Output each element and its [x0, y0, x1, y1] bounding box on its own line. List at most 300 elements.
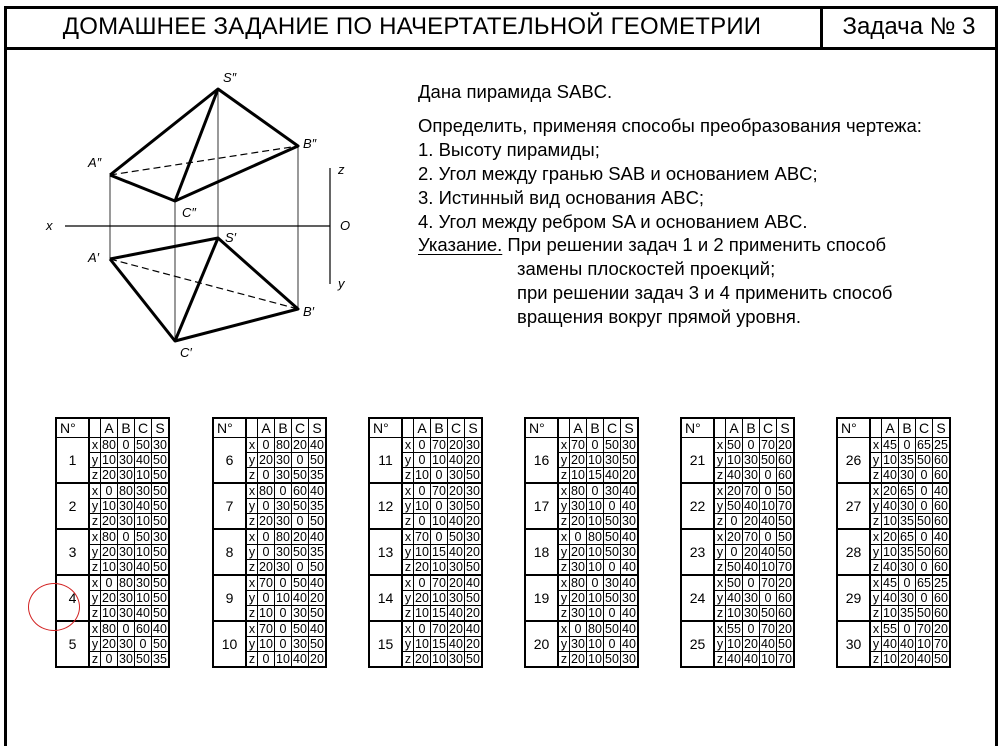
coordinate-cell: 50 [605, 438, 619, 452]
coordinate-cell: 30 [449, 652, 463, 666]
coordinate-cell: 65 [917, 438, 931, 452]
coordinate-cell: 40 [744, 652, 758, 666]
coordinate-cell: 10 [102, 560, 116, 574]
table-header-col: C [448, 418, 465, 438]
coordinate-cell: 40 [309, 483, 327, 499]
coordinate-cell: 40 [883, 591, 897, 605]
axis-label: z [402, 468, 414, 484]
coordinate-cell: 0 [604, 637, 621, 652]
coordinate-cell: 10 [883, 514, 897, 528]
label-s2: S″ [223, 70, 237, 85]
table-row [213, 575, 326, 591]
coordinate-cell: 30 [744, 591, 758, 605]
coordinate-cell: 10 [588, 453, 602, 467]
coordinate-cell: 0 [292, 453, 309, 468]
table-header-col: S [777, 418, 795, 438]
coordinate-cell: 20 [571, 453, 585, 467]
axis-label: z [558, 606, 570, 622]
table-header-col: A [882, 418, 899, 438]
axis-label: x [89, 483, 101, 499]
axis-label: z [714, 652, 726, 668]
coordinate-cell: 35 [309, 468, 327, 484]
task-statement [418, 80, 922, 234]
axis-label: x [246, 529, 258, 545]
variant-number: 11 [369, 438, 402, 484]
axis-label: z [246, 606, 258, 622]
coordinate-cell: 30 [605, 576, 619, 590]
table-header-axis [558, 418, 570, 438]
variant-number: 20 [525, 621, 558, 667]
coordinate-cell: 40 [883, 499, 897, 513]
coordinate-cell: 0 [135, 637, 152, 652]
coordinate-cell: 40 [900, 637, 914, 651]
coordinate-cell: 40 [136, 499, 150, 513]
coordinate-cell: 40 [744, 499, 758, 513]
coordinate-cell: 30 [119, 514, 133, 528]
coordinate-cell: 0 [743, 575, 760, 591]
coordinate-cell: 0 [604, 499, 621, 514]
coordinate-cell: 30 [744, 468, 758, 482]
coordinate-cell: 50 [449, 530, 463, 544]
coordinate-cell: 20 [449, 576, 463, 590]
coordinate-cell: 50 [136, 530, 150, 544]
coordinate-cell: 20 [571, 545, 585, 559]
coordinate-cell: 20 [883, 530, 897, 544]
statement-item-4: 4. Угол между ребром SA и основанием ABC. [418, 211, 808, 232]
coordinate-cell: 25 [933, 438, 951, 453]
coordinate-cell: 30 [449, 468, 463, 482]
coordinate-cell: 0 [414, 575, 431, 591]
coordinate-cell: 0 [760, 591, 777, 606]
coordinate-cell: 70 [432, 622, 446, 636]
coordinate-cell: 30 [621, 545, 639, 560]
coordinate-cell: 0 [916, 468, 933, 484]
coordinate-cell: 70 [259, 622, 273, 636]
coordinate-cell: 20 [744, 637, 758, 651]
coordinate-cell: 20 [571, 652, 585, 666]
sheet-title: ДОМАШНЕЕ ЗАДАНИЕ ПО НАЧЕРТАТЕЛЬНОЙ ГЕОМЕТРИИ [62, 12, 762, 40]
axis-label: x [870, 483, 882, 499]
coordinate-cell: 0 [726, 514, 743, 530]
coordinate-cell: 80 [588, 530, 602, 544]
coordinate-cell: 60 [933, 514, 951, 530]
coordinate-cell: 0 [414, 438, 431, 453]
coordinate-cell: 30 [119, 637, 133, 651]
axis-label: x [870, 575, 882, 591]
coordinate-cell: 20 [571, 514, 585, 528]
coordinate-cell: 0 [118, 438, 135, 453]
coordinate-cell: 20 [465, 637, 483, 652]
coordinate-cell: 20 [102, 591, 116, 605]
table-header-num: N° [213, 418, 246, 438]
coordinate-cell: 50 [727, 576, 741, 590]
coordinate-cell: 60 [933, 545, 951, 560]
axis-label: x [246, 575, 258, 591]
coordinate-cell: 40 [309, 621, 327, 637]
coordinate-cell: 30 [119, 545, 133, 559]
label-z: z [338, 162, 345, 177]
coordinate-cell: 25 [933, 575, 951, 591]
coordinate-cell: 70 [777, 652, 795, 668]
axis-label: z [870, 606, 882, 622]
coordinate-cell: 10 [415, 637, 429, 651]
table-row [681, 438, 794, 453]
variant-number: 17 [525, 483, 558, 529]
coordinate-cell: 60 [933, 499, 951, 514]
coordinate-cell: 30 [621, 438, 639, 453]
table-row [681, 575, 794, 591]
axis-label: y [870, 591, 882, 606]
coordinate-cell: 40 [136, 606, 150, 620]
table-header-col: C [760, 418, 777, 438]
coordinate-cell: 0 [899, 438, 916, 453]
axis-label: z [870, 514, 882, 530]
axis-label: x [558, 529, 570, 545]
table-header-col: A [726, 418, 743, 438]
variant-number: 19 [525, 575, 558, 621]
coordinate-cell: 20 [621, 468, 639, 484]
coordinate-cell: 40 [309, 438, 327, 453]
coordinate-cell: 50 [309, 453, 327, 468]
coordinate-cell: 50 [605, 591, 619, 605]
coordinate-cell: 10 [588, 499, 602, 513]
coordinate-cell: 0 [414, 453, 431, 468]
axis-label: z [402, 652, 414, 668]
coordinate-cell: 50 [465, 468, 483, 484]
coordinate-cell: 40 [761, 637, 775, 651]
coordinate-cell: 30 [900, 560, 914, 574]
coordinate-cell: 70 [415, 530, 429, 544]
coordinate-cell: 0 [275, 483, 292, 499]
coordinate-cell: 70 [432, 438, 446, 452]
coordinate-cell: 40 [136, 453, 150, 467]
table-header-col: B [275, 418, 292, 438]
coordinate-cell: 0 [118, 529, 135, 545]
coordinate-cell: 40 [761, 545, 775, 559]
coordinate-cell: 0 [258, 438, 275, 453]
coordinate-cell: 30 [276, 453, 290, 467]
coordinate-cell: 10 [432, 591, 446, 605]
coordinate-cell: 30 [744, 453, 758, 467]
coordinate-cell: 30 [465, 529, 483, 545]
coordinate-cell: 50 [309, 514, 327, 530]
coordinate-cell: 40 [621, 560, 639, 576]
variant-number: 26 [837, 438, 870, 484]
coordinate-cell: 0 [292, 514, 309, 530]
table-header-col: S [465, 418, 483, 438]
coordinate-cell: 60 [933, 591, 951, 606]
coordinate-cell: 10 [727, 453, 741, 467]
coordinate-cell: 50 [621, 453, 639, 468]
coordinate-cell: 50 [152, 545, 170, 560]
axis-label: x [714, 575, 726, 591]
coordinate-cell: 40 [761, 514, 775, 528]
axis-label: y [714, 499, 726, 514]
variant-table [368, 417, 483, 668]
coordinate-cell: 30 [136, 484, 150, 498]
variant-number: 1 [56, 438, 89, 484]
coordinate-cell: 70 [571, 438, 585, 452]
variant-number: 3 [56, 529, 89, 575]
axis-label: x [89, 575, 101, 591]
coordinate-cell: 40 [727, 652, 741, 666]
coordinate-cell: 30 [119, 591, 133, 605]
coordinate-cell: 15 [432, 606, 446, 620]
coordinate-cell: 70 [933, 637, 951, 652]
coordinate-cell: 30 [449, 499, 463, 513]
axis-label: y [870, 499, 882, 514]
variant-number: 2 [56, 483, 89, 529]
coordinate-cell: 50 [465, 499, 483, 514]
coordinate-cell: 30 [119, 468, 133, 482]
coordinate-cell: 50 [465, 560, 483, 576]
table-row [681, 621, 794, 637]
coordinate-cell: 40 [621, 499, 639, 514]
red-annotation-circle [28, 583, 80, 631]
coordinate-cell: 30 [465, 483, 483, 499]
coordinate-cell: 30 [744, 606, 758, 620]
coordinate-cell: 10 [588, 591, 602, 605]
coordinate-cell: 35 [309, 545, 327, 560]
coordinate-cell: 50 [777, 529, 795, 545]
coordinate-cell: 40 [293, 591, 307, 605]
axis-label: x [402, 621, 414, 637]
coordinate-cell: 45 [883, 438, 897, 452]
axis-label: z [89, 652, 101, 668]
axis-label: x [870, 621, 882, 637]
coordinate-cell: 50 [293, 622, 307, 636]
coordinate-cell: 50 [293, 468, 307, 482]
axis-label: y [558, 545, 570, 560]
table-row [369, 483, 482, 499]
label-b1: B′ [303, 304, 315, 319]
coordinate-cell: 60 [136, 622, 150, 636]
table-row [369, 621, 482, 637]
table-header-col: B [431, 418, 448, 438]
axis-label: y [558, 591, 570, 606]
coordinate-cell: 20 [102, 514, 116, 528]
hint-line-4: вращения вокруг прямой уровня. [517, 306, 802, 327]
axis-label: x [714, 621, 726, 637]
table-row [369, 438, 482, 453]
table-row [56, 483, 169, 499]
hint-line-1: При решении задач 1 и 2 применить способ [502, 234, 887, 255]
variant-table [524, 417, 639, 668]
coordinate-cell: 0 [258, 652, 275, 668]
coordinate-cell: 30 [276, 545, 290, 559]
coordinate-cell: 0 [258, 468, 275, 484]
table-row [213, 483, 326, 499]
axis-label: x [89, 438, 101, 453]
coordinate-cell: 50 [777, 637, 795, 652]
coordinate-cell: 50 [309, 606, 327, 622]
axis-label: x [402, 575, 414, 591]
coordinate-cell: 30 [449, 560, 463, 574]
variant-number: 15 [369, 621, 402, 667]
coordinate-cell: 30 [276, 560, 290, 574]
coordinate-cell: 40 [621, 621, 639, 637]
coordinate-cell: 10 [102, 499, 116, 513]
coordinate-cell: 20 [900, 652, 914, 666]
coordinate-cell: 20 [449, 438, 463, 452]
coordinate-cell: 60 [777, 453, 795, 468]
coordinate-cell: 80 [259, 484, 273, 498]
variant-table [836, 417, 951, 668]
coordinate-cell: 0 [570, 529, 587, 545]
table-row [681, 483, 794, 499]
coordinate-cell: 40 [136, 560, 150, 574]
axis-label: y [402, 499, 414, 514]
coordinate-cell: 10 [588, 560, 602, 574]
coordinate-cell: 40 [621, 606, 639, 622]
coordinate-cell: 80 [119, 576, 133, 590]
coordinate-cell: 50 [152, 453, 170, 468]
task-number: Задача № 3 [820, 6, 995, 47]
table-row [369, 529, 482, 545]
coordinate-cell: 10 [259, 606, 273, 620]
coordinate-cell: 0 [275, 621, 292, 637]
coordinate-cell: 0 [916, 483, 933, 499]
coordinate-cell: 10 [415, 545, 429, 559]
coordinate-cell: 20 [259, 453, 273, 467]
coordinate-cell: 10 [727, 637, 741, 651]
label-c1: C′ [180, 345, 192, 360]
axis-label: z [89, 514, 101, 530]
table-header-col: A [258, 418, 275, 438]
coordinate-cell: 0 [275, 637, 292, 652]
table-header-col: C [292, 418, 309, 438]
coordinate-cell: 20 [465, 545, 483, 560]
table-header-axis [870, 418, 882, 438]
axis-label: x [714, 529, 726, 545]
table-row [213, 438, 326, 453]
coordinate-cell: 10 [761, 652, 775, 666]
table-header-col: S [309, 418, 327, 438]
coordinate-cell: 80 [102, 530, 116, 544]
coordinate-cell: 20 [259, 560, 273, 574]
axis-label: z [402, 514, 414, 530]
coordinate-cell: 30 [152, 438, 170, 453]
axis-label: x [402, 483, 414, 499]
coordinate-cell: 30 [276, 514, 290, 528]
table-header-col: C [135, 418, 152, 438]
variant-number: 24 [681, 575, 714, 621]
coordinate-cell: 50 [917, 606, 931, 620]
coordinate-cell: 20 [449, 484, 463, 498]
coordinate-cell: 40 [449, 514, 463, 528]
axis-label: z [714, 514, 726, 530]
coordinate-cell: 40 [293, 652, 307, 666]
variant-number: 12 [369, 483, 402, 529]
table-header-axis [246, 418, 258, 438]
coordinate-cell: 40 [621, 483, 639, 499]
coordinate-cell: 0 [587, 483, 604, 499]
coordinate-cell: 30 [276, 499, 290, 513]
variant-number: 4 [56, 575, 89, 621]
coordinate-cell: 80 [276, 530, 290, 544]
label-a1: A′ [88, 250, 100, 265]
coordinate-cell: 80 [102, 438, 116, 452]
axis-label: y [714, 637, 726, 652]
coordinate-cell: 50 [917, 514, 931, 528]
axis-label: z [246, 468, 258, 484]
coordinate-cell: 20 [102, 637, 116, 651]
coordinate-cell: 50 [465, 591, 483, 606]
coordinate-cell: 10 [432, 453, 446, 467]
axis-label: y [402, 637, 414, 652]
coordinate-cell: 0 [916, 529, 933, 545]
coordinate-cell: 50 [293, 545, 307, 559]
coordinate-cell: 0 [743, 621, 760, 637]
coordinate-cell: 0 [760, 468, 777, 484]
table-header-col: B [899, 418, 916, 438]
coordinate-cell: 40 [449, 606, 463, 620]
coordinate-cell: 10 [136, 591, 150, 605]
label-c2: C″ [182, 205, 196, 220]
coordinate-cell: 0 [570, 621, 587, 637]
coordinate-cell: 60 [933, 560, 951, 576]
variant-number: 16 [525, 438, 558, 484]
coordinate-cell: 0 [431, 529, 448, 545]
axis-label: y [89, 499, 101, 514]
coordinate-cell: 20 [465, 606, 483, 622]
coordinate-cell: 40 [309, 575, 327, 591]
coordinate-cell: 70 [777, 560, 795, 576]
coordinate-cell: 80 [276, 438, 290, 452]
coordinate-cell: 50 [605, 545, 619, 559]
coordinate-cell: 40 [465, 621, 483, 637]
variant-number: 23 [681, 529, 714, 575]
coordinate-cell: 10 [136, 545, 150, 559]
coordinate-cell: 35 [900, 606, 914, 620]
coordinate-cell: 10 [588, 514, 602, 528]
coordinate-cell: 70 [744, 530, 758, 544]
axis-label: z [246, 560, 258, 576]
axis-label: z [870, 560, 882, 576]
coordinate-cell: 0 [604, 560, 621, 576]
coordinate-cell: 50 [761, 606, 775, 620]
coordinate-cell: 50 [727, 560, 741, 574]
axis-label: x [714, 438, 726, 453]
coordinate-cell: 0 [258, 545, 275, 560]
coordinate-cell: 10 [727, 606, 741, 620]
coordinate-cell: 70 [432, 484, 446, 498]
coordinate-cell: 0 [101, 483, 118, 499]
coordinate-cell: 20 [309, 591, 327, 606]
coordinate-cell: 0 [899, 575, 916, 591]
table-header-col: A [101, 418, 118, 438]
coordinate-cell: 30 [293, 606, 307, 620]
variant-table [55, 417, 170, 668]
label-x: x [46, 218, 53, 233]
table-row [837, 438, 950, 453]
coordinate-cell: 35 [900, 453, 914, 467]
coordinate-cell: 50 [152, 637, 170, 652]
coordinate-cell: 50 [152, 575, 170, 591]
coordinate-cell: 65 [900, 484, 914, 498]
axis-label: z [89, 468, 101, 484]
coordinate-cell: 55 [727, 622, 741, 636]
table-row [525, 438, 638, 453]
coordinate-cell: 10 [136, 514, 150, 528]
coordinate-cell: 35 [900, 514, 914, 528]
axis-label: z [402, 560, 414, 576]
coordinate-cell: 70 [259, 576, 273, 590]
coordinate-cell: 50 [136, 438, 150, 452]
coordinate-cell: 70 [761, 576, 775, 590]
axis-label: z [558, 652, 570, 668]
variant-number: 10 [213, 621, 246, 667]
